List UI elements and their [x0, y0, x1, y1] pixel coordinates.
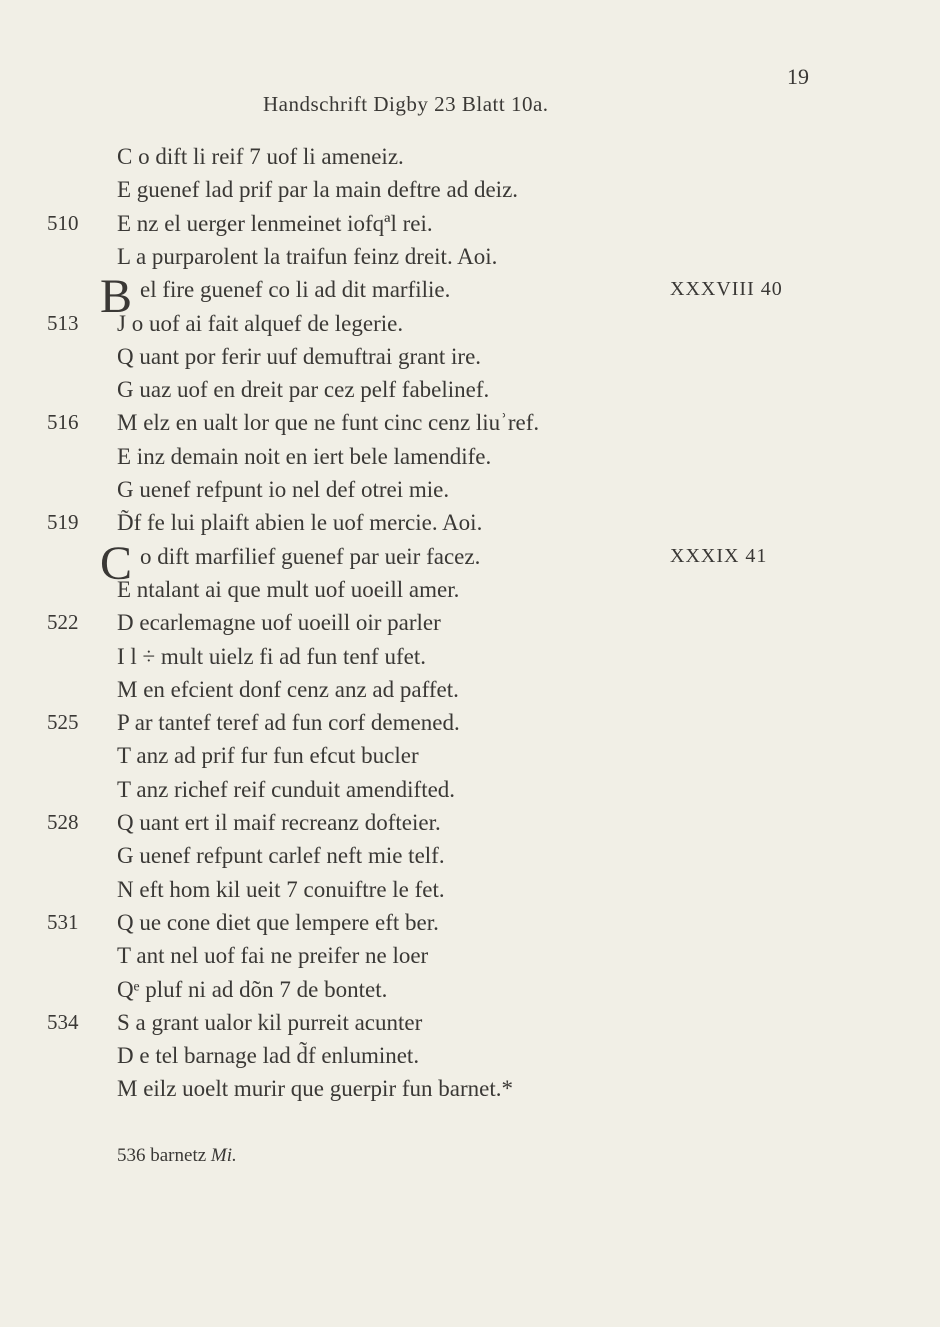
line-text: E nz el uerger lenmeinet iofqªl rei.	[117, 210, 433, 236]
line-text: T anz ad prif fur fun efcut bucler	[117, 743, 419, 769]
footnote-text: barnetz	[150, 1145, 207, 1166]
running-head: Handschrift Digby 23 Blatt 10a.	[263, 92, 549, 116]
line-text: M eilz uoelt murir que guerpir fun barnet.*	[117, 1076, 513, 1102]
line-number: 516	[47, 410, 79, 435]
verse-line	[0, 739, 940, 772]
verse-line	[0, 906, 940, 939]
verse-line	[0, 207, 940, 240]
line-text: D ecarlemagne uof uoeill oir parler	[117, 610, 441, 636]
line-text: el fire guenef co li ad dit marfilie.	[140, 277, 451, 303]
line-text: E ntalant ai que mult uof uoeill amer.	[117, 576, 460, 602]
verse-line	[0, 240, 940, 273]
page-number: 19	[787, 64, 809, 89]
laisse-mark: XXXVIII 40	[670, 278, 783, 301]
verse-line	[0, 939, 940, 972]
verse-line	[0, 173, 940, 206]
drop-initial: B	[100, 270, 133, 324]
footnote	[117, 1145, 237, 1167]
footnote-number: 536	[117, 1145, 146, 1166]
verse-line	[0, 1006, 940, 1039]
line-number: 522	[47, 610, 79, 635]
line-text: G uenef refpunt io nel def otrei mie.	[117, 477, 450, 502]
verse-line	[0, 873, 940, 906]
verse-line	[0, 506, 940, 539]
verse-line	[0, 606, 940, 639]
line-text: Q uant por ferir uuf demuftrai grant ire.	[117, 343, 482, 369]
line-number: 513	[47, 310, 79, 335]
drop-initial: C	[100, 536, 133, 590]
line-text: L a purparolent la traifun feinz dreit. Aoi.	[117, 243, 498, 269]
verse-line	[0, 1072, 940, 1105]
line-text: G uaz uof en dreit par cez pelf fabelinef.	[117, 377, 490, 403]
verse-line	[0, 340, 940, 373]
line-text: P ar tantef teref ad fun corf demened.	[117, 710, 460, 736]
laisse-mark: XXXIX 41	[670, 544, 768, 567]
verse-line	[0, 406, 940, 439]
line-text: G uenef refpunt carlef neft mie telf.	[117, 843, 445, 869]
line-text: C o dift li reif 7 uof li ameneiz.	[117, 144, 404, 169]
line-number: 534	[47, 1009, 79, 1034]
verse-line	[0, 1039, 940, 1072]
verse-line	[0, 806, 940, 839]
line-number: 525	[47, 710, 79, 735]
footnote-ms: Mi.	[210, 1145, 237, 1166]
line-text: S a grant ualor kil purreit acunter	[117, 1009, 423, 1035]
line-text: o dift marfiliеf guenef par ueir facez.	[140, 543, 481, 569]
line-text: T ant nel uof fai ne preifer ne loer	[117, 943, 429, 969]
verse-line	[0, 307, 940, 340]
line-number: 519	[47, 510, 79, 535]
line-text: Qᵉ pluf ni ad dõn 7 de bontet.	[117, 976, 388, 1002]
line-text: I l ÷ mult uielz fi ad fun tenf ufet.	[117, 643, 426, 669]
verse-line	[0, 640, 940, 673]
verse-line	[0, 373, 940, 406]
line-text: D̃f fe lui plaift abien le uof mercie. Aoi.	[117, 510, 483, 536]
line-text: D e tel barnage lad d̃f enluminet.	[117, 1043, 420, 1069]
line-text: T anz richef reif cunduit amendifted.	[117, 776, 456, 802]
verse-line	[0, 973, 940, 1006]
line-text: Q ue cone diet que lempere eft ber.	[117, 909, 439, 935]
verse-line	[0, 473, 940, 506]
verse-line	[0, 140, 940, 173]
line-text: M elz en ualt lor que ne funt cinc cenz liuʾref.	[117, 410, 540, 436]
line-text: M en efcient donf cenz anz ad paffet.	[117, 676, 459, 702]
line-text: N eft hom kil ueit 7 conuiftre le fet.	[117, 876, 445, 902]
verse-line	[0, 673, 940, 706]
line-number: 531	[47, 909, 79, 934]
line-number: 528	[47, 810, 79, 834]
line-text: E guenef lad prif par la main deftre ad deiz.	[117, 177, 519, 203]
verse-line	[0, 773, 940, 806]
line-number: 510	[47, 210, 79, 235]
verse-line	[0, 573, 940, 606]
line-text: Q uant ert il maif recreanz dofteier.	[117, 810, 441, 835]
verse-line	[0, 706, 940, 739]
line-text: E inz demain noit en iert bele lamendife.	[117, 443, 492, 469]
verse-line	[0, 440, 940, 473]
verse-line	[0, 839, 940, 872]
line-text: J o uof ai fait alquef de legerie.	[117, 310, 404, 336]
